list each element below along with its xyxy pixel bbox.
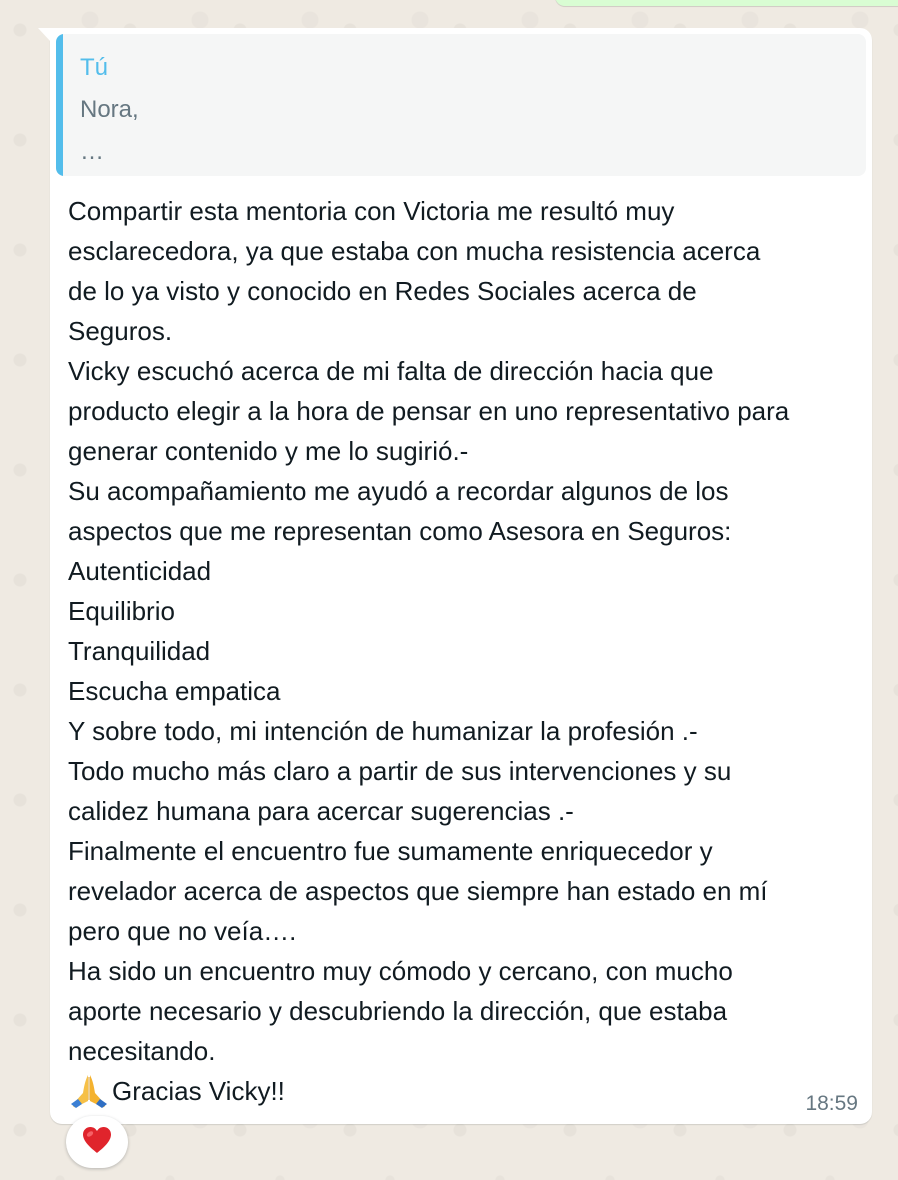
message-line: Escucha empatica (68, 676, 281, 706)
message-line: de lo ya visto y conocido en Redes Sociales acerca de (68, 276, 697, 306)
message-line: calidez humana para acercar sugerencias .- (68, 796, 574, 826)
message-line: necesitando. (68, 1036, 216, 1066)
previous-outgoing-bubble[interactable] (555, 0, 898, 6)
message-line: aspectos que me representan como Asesora en Seguros: (68, 516, 732, 546)
quote-accent-bar (56, 34, 63, 176)
message-line: pero que no veía…. (68, 916, 297, 946)
message-line: Compartir esta mentoria con Victoria me resultó muy (68, 196, 675, 226)
message-line: Vicky escuchó acerca de mi falta de dirección hacia que (68, 356, 714, 386)
folded-hands-icon (68, 1071, 112, 1111)
message-closing-line (68, 1071, 868, 1111)
message-line: Su acompañamiento me ayudó a recordar algunos de los (68, 476, 729, 506)
message-line: aporte necesario y descubriendo la dirección, que estaba (68, 996, 728, 1026)
quote-text-line: … (80, 138, 104, 165)
message-line: Tranquilidad (68, 636, 211, 666)
message-text (68, 191, 868, 1111)
closing-text: Gracias Vicky!! (112, 1076, 285, 1106)
bubble-tail (38, 28, 51, 42)
message-line: Todo mucho más claro a partir de sus intervenciones y su (68, 756, 732, 786)
message-line: producto elegir a la hora de pensar en uno representativo para (68, 396, 790, 426)
red-heart-icon (81, 1125, 113, 1160)
incoming-message-bubble[interactable] (50, 28, 872, 1124)
message-time: 18:59 (805, 1092, 858, 1115)
message-line: Autenticidad (68, 556, 212, 586)
reaction-badge[interactable] (66, 1116, 128, 1168)
message-line: esclarecedora, ya que estaba con mucha resistencia acerca (68, 236, 761, 266)
quote-author: Tú (80, 54, 109, 81)
message-line: Equilibrio (68, 596, 175, 626)
message-line: Ha sido un encuentro muy cómodo y cercano, con mucho (68, 956, 733, 986)
message-line: Finalmente el encuentro fue sumamente enriquecedor y (68, 836, 713, 866)
quote-text-line: Nora, (80, 96, 139, 123)
quoted-message[interactable] (56, 34, 866, 176)
message-line: generar contenido y me lo sugirió.- (68, 436, 469, 466)
message-line: revelador acerca de aspectos que siempre han estado en mí (68, 876, 768, 906)
message-line: Seguros. (68, 316, 173, 346)
message-line: Y sobre todo, mi intención de humanizar la profesión .- (68, 716, 698, 746)
